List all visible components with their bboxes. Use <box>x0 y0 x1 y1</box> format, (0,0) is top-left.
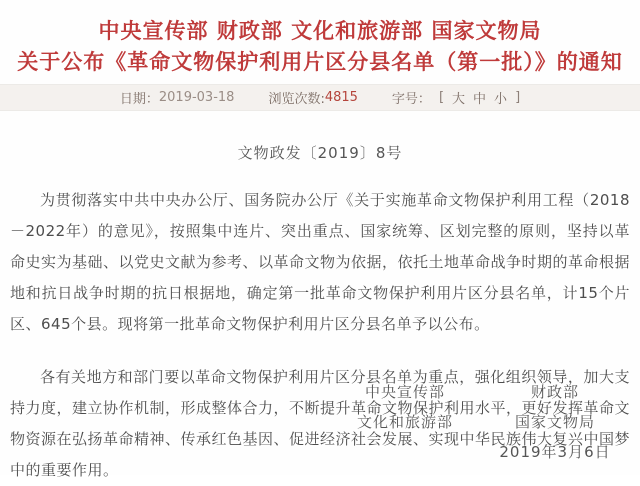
view-count <box>268 88 357 107</box>
view-count-value: 4815 <box>324 90 358 105</box>
font-size-small-button[interactable]: 小 <box>494 92 508 107</box>
font-size-medium-button[interactable]: 中 <box>473 92 487 107</box>
signatory-propaganda-dept: 中央宣传部 <box>364 383 445 401</box>
signature-row-1 <box>330 377 630 407</box>
font-size-large-button[interactable]: 大 <box>452 92 466 107</box>
document-number: 文物政发〔2019〕8号 <box>237 144 403 162</box>
view-count-label: 浏览次数: <box>268 92 325 107</box>
signature-date-spacer <box>330 437 480 467</box>
font-size-selector <box>392 88 520 107</box>
signature-date: 2019年3月6日 <box>499 443 611 461</box>
paragraph-2: 各有关地方和部门要以革命文物保护利用片区分县名单为重点，强化组织领导，加大支持力度，建立协作机制，形成整体合力，不断提升革命文物保护利用水平，更好发挥革命文物资源在弘扬革命精神、传承红色基因、促进经济社会发展、实现中华民族伟大复兴中国梦中的重要作用。 <box>10 368 631 479</box>
signatory-cultural-heritage-admin: 国家文物局 <box>514 413 595 431</box>
publish-date <box>120 88 235 107</box>
signature-block <box>330 377 630 467</box>
page-title <box>0 0 640 78</box>
paragraph-1: 为贯彻落实中共中央办公厅、国务院办公厅《关于实施革命文物保护利用工程（2018－2022年）的意见》，按照集中连片、突出重点、国家统筹、区划完整的原则，坚持以革命史实为基础、以党史文献为参考、以革命文物为依据，依托土地革命战争时期的革命根据地和抗日战争时期的抗日根据地，确定第一批革命文物保护利用片区分县名单，计15个片区、645个县。现将第一批革命文物保护利用片区分县名单予以公布。 <box>10 191 631 333</box>
page-title-line2: 关于公布《革命文物保护利用片区分县名单（第一批）》的通知 <box>17 50 623 74</box>
publish-date-value: 2019-03-18 <box>158 90 235 105</box>
font-size-label: 字号： <box>391 92 431 107</box>
signature-row-3 <box>330 437 630 467</box>
article-meta-bar <box>0 84 640 111</box>
page-title-line1: 中央宣传部 财政部 文化和旅游部 国家文物局 <box>98 19 542 43</box>
publish-date-label: 日期： <box>119 92 159 107</box>
bracket-open: [ <box>438 90 445 105</box>
bracket-close: ] <box>515 90 521 105</box>
signatory-finance-ministry: 财政部 <box>530 383 579 401</box>
signature-row-2 <box>330 407 630 437</box>
signatory-culture-tourism-ministry: 文化和旅游部 <box>356 413 453 431</box>
